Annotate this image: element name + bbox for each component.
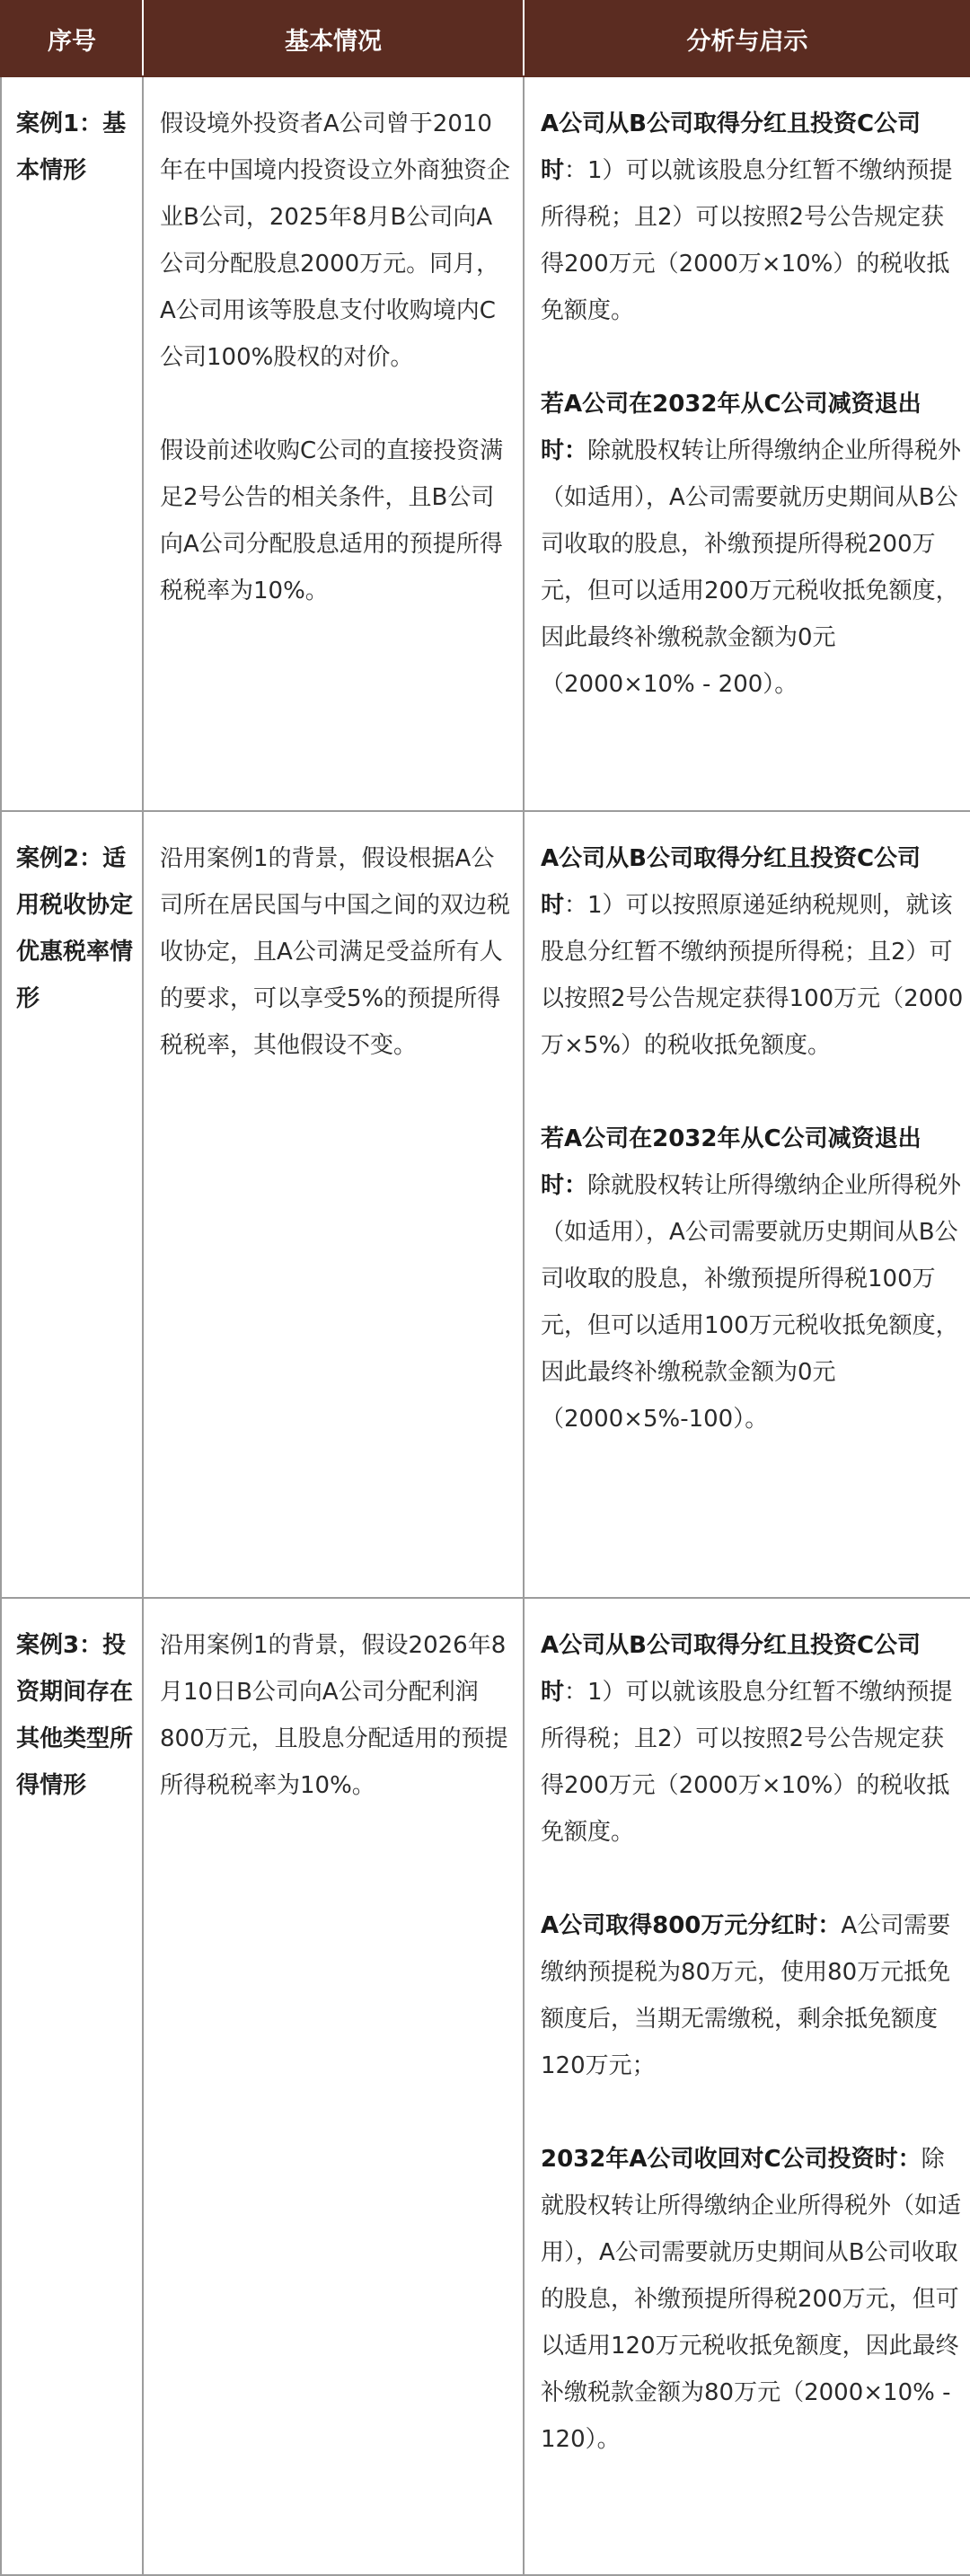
- case-2-analysis-heading-1: A公司从B公司取得分红且投资C公司时: [541, 845, 922, 919]
- header-basic-situation: 基本情况: [143, 1, 524, 76]
- case-2-analysis: [524, 811, 970, 1598]
- case-3-basic: [143, 1598, 524, 2575]
- case-1-basic-paragraph-2: 假设前述收购C公司的直接投资满足2号公告的相关条件，且B公司向A公司分配股息适用的预提所得税税率为10%。: [160, 437, 504, 604]
- case-3-analysis: [524, 1598, 970, 2575]
- case-3-label: 案例3：投资期间存在其他类型所得情形: [1, 1598, 143, 2575]
- table-row-case-1: [1, 76, 970, 811]
- header-analysis: 分析与启示: [524, 1, 970, 76]
- table-row-case-3: [1, 1598, 970, 2575]
- case-1-basic: [143, 76, 524, 811]
- case-1-analysis-text-1: ：1）可以就该股息分红暂不缴纳预提所得税；且2）可以按照2号公告规定获得200万元（2000万×10%）的税收抵免额度。: [541, 157, 953, 324]
- table-body: [1, 76, 970, 2575]
- case-3-basic-paragraph-1: 沿用案例1的背景，假设2026年8月10日B公司向A公司分配利润800万元，且股息分配适用的预提所得税税率为10%。: [160, 1632, 508, 1799]
- case-1-analysis-text-2: 除就股权转让所得缴纳企业所得税外（如适用），A公司需要就历史期间从B公司收取的股息，补缴预提所得税200万元，但可以适用200万元税收抵免额度，因此最终补缴税款金额为0元（2000×10% - 200）。: [541, 437, 962, 698]
- case-2-analysis-heading-2: 若A公司在2032年从C公司减资退出时：: [541, 1125, 922, 1199]
- table-header: [1, 1, 970, 76]
- case-1-analysis: [524, 76, 970, 811]
- case-3-analysis-heading-2: A公司取得800万元分红时：: [541, 1912, 842, 1939]
- case-1-basic-paragraph-1: 假设境外投资者A公司曾于2010年在中国境内投资设立外商独资企业B公司，2025年8月B公司向A公司分配股息2000万元。同月，A公司用该等股息支付收购境内C公司100%股权的对价。: [160, 110, 511, 371]
- case-2-label: 案例2：适用税收协定优惠税率情形: [1, 811, 143, 1598]
- case-2-basic: [143, 811, 524, 1598]
- case-3-analysis-text-3: 除就股权转让所得缴纳企业所得税外（如适用），A公司需要就历史期间从B公司收取的股息，补缴预提所得税200万元，但可以适用120万元税收抵免额度，因此最终补缴税款金额为80万元（2000×10% - 120）。: [541, 2146, 962, 2453]
- header-row: [1, 1, 970, 76]
- case-3-analysis-heading-1: A公司从B公司取得分红且投资C公司时: [541, 1632, 922, 1706]
- case-3-analysis-heading-3: 2032年A公司收回对C公司投资时：: [541, 2146, 922, 2173]
- table-row-case-2: [1, 811, 970, 1598]
- case-2-analysis-text-2: 除就股权转让所得缴纳企业所得税外（如适用），A公司需要就历史期间从B公司收取的股息，补缴预提所得税100万元，但可以适用100万元税收抵免额度，因此最终补缴税款金额为0元（2000×5%-100）。: [541, 1172, 962, 1433]
- case-3-analysis-paragraph-1: [541, 1622, 965, 1856]
- case-1-analysis-heading-1: A公司从B公司取得分红且投资C公司时: [541, 110, 922, 184]
- case-3-analysis-text-1: ：1）可以就该股息分红暂不缴纳预提所得税；且2）可以按照2号公告规定获得200万元（2000万×10%）的税收抵免额度。: [541, 1679, 953, 1846]
- case-2-analysis-paragraph-1: [541, 835, 965, 1069]
- case-1-analysis-paragraph-1: [541, 101, 965, 334]
- case-2-basic-paragraph-1: 沿用案例1的背景，假设根据A公司所在居民国与中国之间的双边税收协定，且A公司满足受益所有人的要求，可以享受5%的预提所得税税率，其他假设不变。: [160, 845, 511, 1059]
- case-3-analysis-text-2: A公司需要缴纳预提税为80万元，使用80万元抵免额度后，当期无需缴税，剩余抵免额度120万元；: [541, 1912, 951, 2079]
- case-1-analysis-paragraph-2: [541, 381, 965, 708]
- case-1-label: 案例1：基本情形: [1, 76, 143, 811]
- case-1-analysis-heading-2: 若A公司在2032年从C公司减资退出时：: [541, 391, 922, 464]
- case-3-analysis-paragraph-3: [541, 2136, 965, 2463]
- case-2-analysis-paragraph-2: [541, 1116, 965, 1442]
- header-serial: 序号: [1, 1, 143, 76]
- case-3-analysis-paragraph-2: [541, 1902, 965, 2089]
- case-2-analysis-text-1: ：1）可以按照原递延纳税规则，就该股息分红暂不缴纳预提所得税；且2）可以按照2号公告规定获得100万元（2000万×5%）的税收抵免额度。: [541, 892, 964, 1059]
